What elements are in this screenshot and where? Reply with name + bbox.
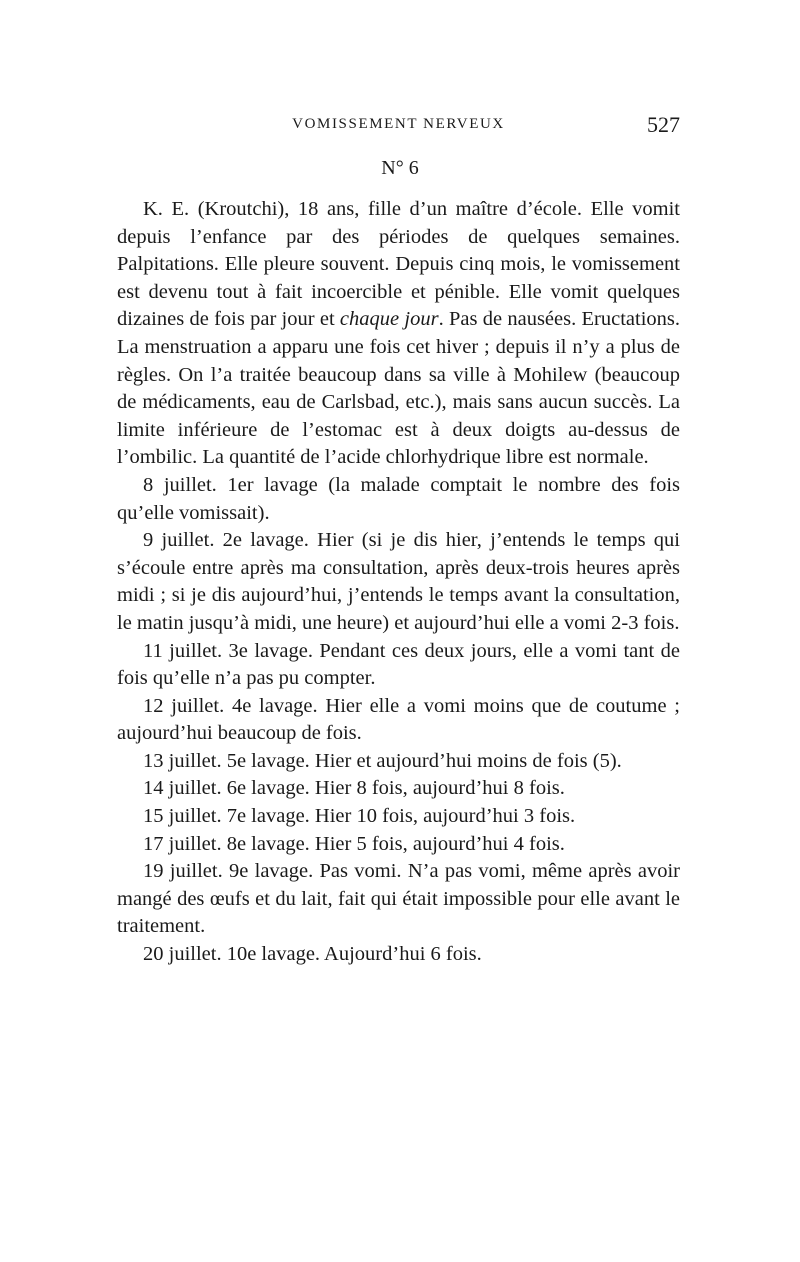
entry-9-juillet: 9 juillet. 2e lavage. Hier (si je dis hier, j’entends le temps qui s’écoule entre après ma consultation, après deux-trois heures après midi ; si je dis aujourd’hui, j’entends le temps avant la consultation, le matin jusqu’à midi, une heure) et aujourd’hui elle a vomi 2-3 fois. bbox=[117, 529, 680, 634]
page-number: 527 bbox=[647, 112, 680, 137]
entry-12-juillet: 12 juillet. 4e lavage. Hier elle a vomi moins que de coutume ; aujourd’hui beaucoup de fois. bbox=[117, 694, 680, 745]
entry-20-juillet: 20 juillet. 10e lavage. Aujourd’hui 6 fois. bbox=[143, 943, 482, 966]
entry-13-juillet: 13 juillet. 5e lavage. Hier et aujourd’hui moins de fois (5). bbox=[143, 749, 622, 772]
entry-15-juillet: 15 juillet. 7e lavage. Hier 10 fois, aujourd’hui 3 fois. bbox=[143, 805, 576, 828]
intro-text-part-1: K. E. (Kroutchi), 18 ans, fille d’un maître d’école. Elle vomit depuis l’enfance par des périodes de quelques semaines. Palpitations. Elle pleure souvent. Depuis cinq mois, le vomissement est devenu tout à fait incoercible et pénible. Elle vomit quelques dizaines de fois par jour et bbox=[117, 198, 680, 331]
intro-italic-text: chaque jour bbox=[339, 308, 439, 331]
running-title: VOMISSEMENT NERVEUX bbox=[292, 116, 505, 132]
entry-11-juillet: 11 juillet. 3e lavage. Pendant ces deux jours, elle a vomi tant de fois qu’elle n’a pas pu compter. bbox=[117, 639, 680, 690]
intro-paragraph bbox=[117, 196, 680, 472]
body-text bbox=[117, 196, 680, 969]
running-head bbox=[117, 112, 680, 142]
intro-text-part-2: . Pas de nausées. Eructations. La menstruation a apparu une fois cet hiver ; depuis il n’y a plus de règles. On l’a traitée beaucoup dans sa ville à Mohilew (beaucoup de médicaments, eau de Carlsbad, etc.), mais sans aucun succès. La limite inférieure de l’estomac est à deux doigts au-dessus de l’ombilic. La quantité de l’acide chlorhydrique libre est normale. bbox=[117, 308, 680, 469]
entry-14-juillet: 14 juillet. 6e lavage. Hier 8 fois, aujourd’hui 8 fois. bbox=[143, 777, 565, 800]
entry-19-juillet: 19 juillet. 9e lavage. Pas vomi. N’a pas vomi, même après avoir mangé des œufs et du lait, fait qui était impossible pour elle avant le traitement. bbox=[117, 860, 680, 938]
entry-8-juillet: 8 juillet. 1er lavage (la malade comptait le nombre des fois qu’elle vomissait). bbox=[117, 473, 680, 524]
entry-17-juillet: 17 juillet. 8e lavage. Hier 5 fois, aujourd’hui 4 fois. bbox=[143, 832, 565, 855]
case-number: N° 6 bbox=[381, 157, 419, 179]
